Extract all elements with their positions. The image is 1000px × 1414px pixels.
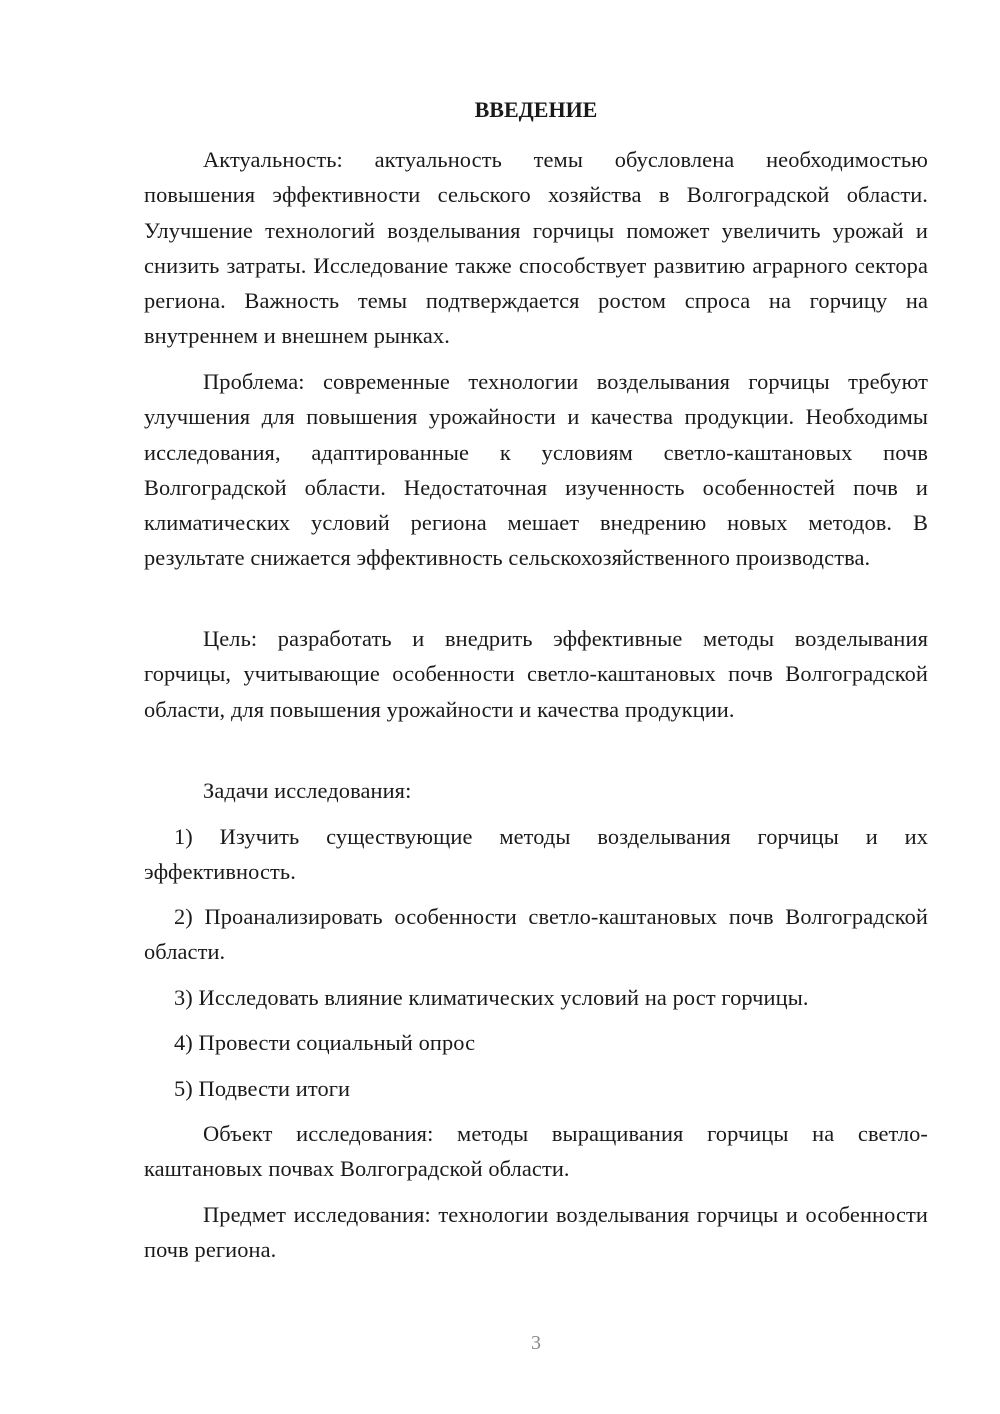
subject-paragraph: Предмет исследования: технологии возделывания горчицы и особенности почв региона. bbox=[144, 1202, 928, 1263]
task-item-2: 2) Проанализировать особенности светло-каштановых почв Волгоградской области. bbox=[144, 904, 928, 965]
goal-paragraph: Цель: разработать и внедрить эффективные методы возделывания горчицы, учитывающие особенности светло-каштановых почв Волгоградской области, для повышения урожайности и качества продукции. bbox=[144, 626, 928, 722]
task-item-3: 3) Исследовать влияние климатических условий на рост горчицы. bbox=[174, 985, 809, 1010]
task-item-5: 5) Подвести итоги bbox=[174, 1076, 351, 1101]
tasks-heading: Задачи исследования: bbox=[203, 778, 412, 803]
page-number: 3 bbox=[531, 1332, 541, 1354]
relevance-paragraph: Актуальность: актуальность темы обусловлена необходимостью повышения эффективности сельского хозяйства в Волгоградской области. Улучшение технологий возделывания горчицы поможет увеличить урожай и снизить затраты. Исследование также способствует развитию аграрного сектора региона. Важность темы подтверждается ростом спроса на горчицу на внутреннем и внешнем рынках. bbox=[144, 147, 928, 349]
task-item-1: 1) Изучить существующие методы возделывания горчицы и их эффективность. bbox=[144, 824, 928, 885]
task-item-4: 4) Провести социальный опрос bbox=[174, 1030, 476, 1055]
object-paragraph: Объект исследования: методы выращивания горчицы на светло-каштановых почвах Волгоградской области. bbox=[144, 1121, 928, 1182]
page-title: ВВЕДЕНИЕ bbox=[474, 97, 598, 122]
problem-paragraph: Проблема: современные технологии возделывания горчицы требуют улучшения для повышения урожайности и качества продукции. Необходимы исследования, адаптированные к условиям светло-каштановых почв Волгоградской области. Недостаточная изученность особенностей почв и климатических условий региона мешает внедрению новых методов. В результате снижается эффективность сельскохозяйственного производства. bbox=[144, 369, 928, 571]
